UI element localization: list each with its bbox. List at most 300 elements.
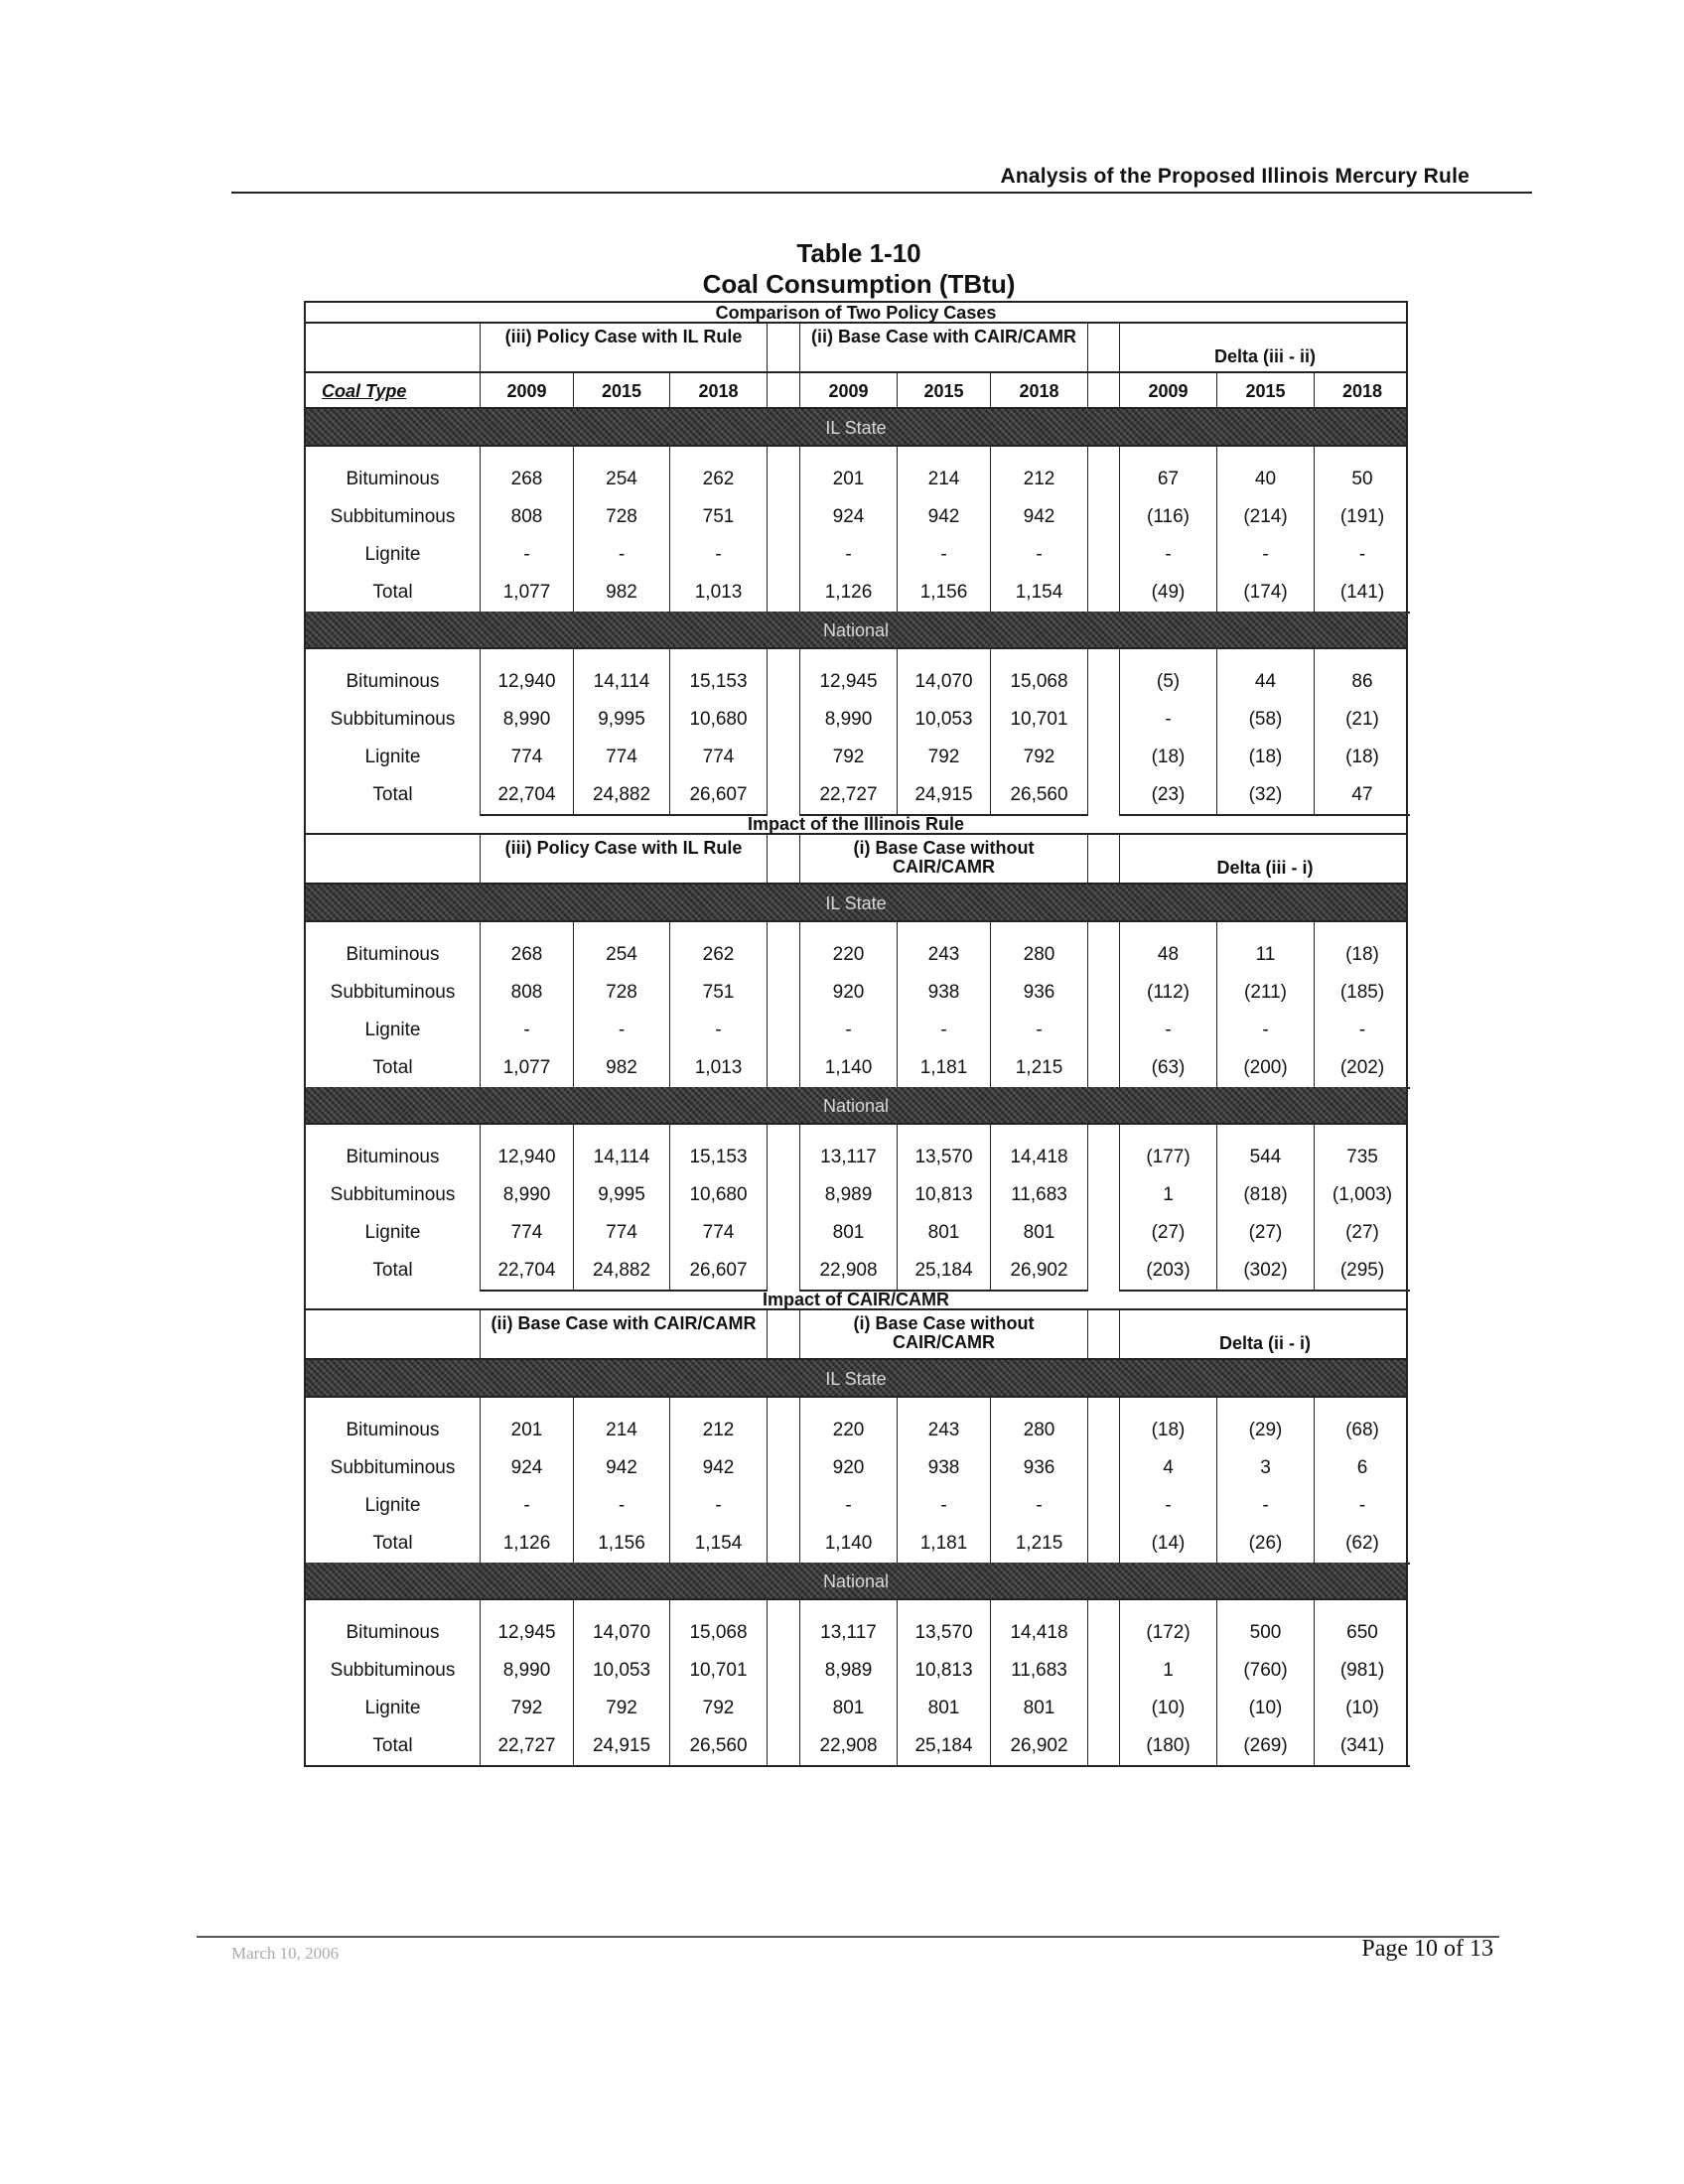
spacer-cell [768, 461, 800, 498]
value-cell: 8,989 [800, 1176, 898, 1214]
value-cell: (302) [1217, 1252, 1315, 1292]
gap-cell [670, 922, 768, 936]
value-cell: 11 [1217, 936, 1315, 974]
value-cell: (23) [1120, 776, 1217, 816]
value-cell: 15,153 [670, 1139, 768, 1176]
page-header-title: Analysis of the Proposed Illinois Mercury Rule [1000, 165, 1470, 188]
gap-row [306, 649, 1406, 663]
value-cell: 22,727 [800, 776, 898, 816]
region-band [306, 409, 1406, 447]
coal-type-cell: Lignite [306, 1214, 481, 1252]
value-cell: (58) [1217, 701, 1315, 739]
gap-cell [574, 1600, 670, 1614]
spacer-cell [1088, 835, 1120, 883]
value-cell: 22,727 [481, 1727, 574, 1767]
value-cell: 774 [574, 739, 670, 776]
coal-type-cell: Bituminous [306, 663, 481, 701]
gap-row [306, 922, 1406, 936]
value-cell: 25,184 [898, 1252, 991, 1292]
region-band [306, 612, 1406, 649]
gap-cell [1315, 922, 1410, 936]
gap-cell [670, 447, 768, 461]
value-cell: 201 [481, 1412, 574, 1449]
value-cell: - [574, 536, 670, 574]
value-cell: 26,902 [991, 1727, 1088, 1767]
gap-cell [306, 447, 481, 461]
year-header: 2009 [1120, 373, 1217, 409]
value-cell: 13,117 [800, 1614, 898, 1652]
delta-header: Delta (iii - i) [1216, 858, 1314, 878]
value-cell: 14,418 [991, 1139, 1088, 1176]
value-cell: 801 [898, 1214, 991, 1252]
value-cell: 15,068 [991, 663, 1088, 701]
value-cell: 22,704 [481, 776, 574, 816]
table-row [306, 663, 1406, 701]
spacer-cell [768, 1727, 800, 1767]
gap-row [306, 1600, 1406, 1614]
value-cell: 11,683 [991, 1176, 1088, 1214]
footer-date: March 10, 2006 [231, 1944, 340, 1963]
gap-cell [481, 649, 574, 663]
region-label: National [822, 1096, 890, 1116]
value-cell: 262 [670, 461, 768, 498]
year-header-row [306, 373, 1406, 409]
value-cell: 10,053 [574, 1652, 670, 1690]
gap-cell [1315, 447, 1410, 461]
value-cell: - [1217, 1012, 1315, 1049]
value-cell: 40 [1217, 461, 1315, 498]
value-cell: 774 [670, 739, 768, 776]
coal-consumption-table [304, 301, 1408, 1767]
value-cell: 48 [1120, 936, 1217, 974]
value-cell: (202) [1315, 1049, 1410, 1089]
value-cell: 86 [1351, 671, 1373, 692]
gap-cell [481, 922, 574, 936]
spacer-cell [768, 1252, 800, 1292]
coal-type-cell: Total [306, 574, 481, 614]
value-cell: 9,995 [574, 1176, 670, 1214]
value-cell: 1,154 [670, 1525, 768, 1565]
gap-cell [481, 1125, 574, 1139]
value-cell: - [991, 1012, 1088, 1049]
value-cell: 942 [574, 1449, 670, 1487]
spacer-cell [1088, 498, 1120, 536]
value-cell: 67 [1120, 461, 1217, 498]
region-label: National [822, 1571, 890, 1591]
value-cell: 1,077 [481, 1049, 574, 1089]
spacer-cell [768, 1049, 800, 1089]
value-cell: 920 [800, 974, 898, 1012]
gap-cell [1217, 1125, 1315, 1139]
gap-cell [306, 1600, 481, 1614]
spacer-cell [1088, 739, 1120, 776]
spacer-cell [1088, 1487, 1120, 1525]
value-cell: (760) [1217, 1652, 1315, 1690]
value-cell: 1,126 [481, 1525, 574, 1565]
value-cell: 1,181 [898, 1049, 991, 1089]
gap-cell [1120, 1125, 1217, 1139]
spacer-cell [1088, 1310, 1120, 1358]
value-cell: 24,882 [574, 1252, 670, 1292]
gap-cell [800, 1398, 898, 1412]
value-cell: - [1120, 701, 1217, 739]
gap-cell [481, 447, 574, 461]
value-cell: 1,181 [898, 1525, 991, 1565]
spacer-cell [1088, 1176, 1120, 1214]
value-cell: (295) [1315, 1252, 1410, 1292]
value-cell: (200) [1217, 1049, 1315, 1089]
value-cell: 14,070 [898, 663, 991, 701]
spacer-cell [768, 1412, 800, 1449]
blank-cell [306, 324, 481, 371]
gap-cell [768, 922, 800, 936]
spacer-cell [768, 1652, 800, 1690]
gap-cell [574, 1125, 670, 1139]
table-row [306, 1449, 1406, 1487]
value-cell: 1,013 [670, 574, 768, 614]
value-cell: (27) [1217, 1214, 1315, 1252]
value-cell: - [1358, 1495, 1366, 1516]
gap-cell [306, 922, 481, 936]
gap-cell [1120, 1600, 1217, 1614]
table-row [306, 1012, 1406, 1049]
value-cell: 10,680 [670, 1176, 768, 1214]
value-cell: (203) [1120, 1252, 1217, 1292]
spacer-cell [1088, 1525, 1120, 1565]
gap-cell [898, 1398, 991, 1412]
value-cell: 14,418 [991, 1614, 1088, 1652]
table-row [306, 574, 1406, 612]
value-cell: 254 [574, 461, 670, 498]
gap-cell [768, 1600, 800, 1614]
value-cell: - [800, 1487, 898, 1525]
value-cell: (981) [1339, 1660, 1385, 1681]
gap-cell [800, 922, 898, 936]
value-cell: 280 [991, 936, 1088, 974]
value-cell: 50 [1351, 469, 1373, 489]
value-cell: 26,607 [670, 1252, 768, 1292]
value-cell: (63) [1120, 1049, 1217, 1089]
gap-cell [768, 1398, 800, 1412]
case-a-header: (iii) Policy Case with IL Rule [481, 324, 768, 371]
value-cell: 808 [481, 498, 574, 536]
gap-cell [1315, 649, 1410, 663]
gap-cell [1217, 1398, 1315, 1412]
year-header: 2015 [574, 373, 670, 409]
value-cell: 808 [481, 974, 574, 1012]
gap-row [306, 1125, 1406, 1139]
gap-cell [1088, 447, 1120, 461]
gap-cell [1120, 922, 1217, 936]
value-cell: 500 [1217, 1614, 1315, 1652]
region-label: National [822, 620, 890, 640]
gap-cell [670, 1398, 768, 1412]
gap-cell [1217, 649, 1315, 663]
value-cell: 1,013 [670, 1049, 768, 1089]
value-cell: 801 [800, 1214, 898, 1252]
value-cell: 26,560 [670, 1727, 768, 1767]
value-cell: 10,053 [898, 701, 991, 739]
gap-cell [1315, 1125, 1410, 1139]
spacer-cell [1088, 574, 1120, 614]
table-row [306, 498, 1406, 536]
table-row [306, 1252, 1406, 1290]
value-cell: (68) [1345, 1420, 1379, 1440]
gap-cell [574, 1398, 670, 1412]
value-cell: (10) [1217, 1690, 1315, 1727]
spacer-cell [1088, 1139, 1120, 1176]
spacer-cell [768, 663, 800, 701]
spacer-cell [768, 1614, 800, 1652]
value-cell: 792 [991, 739, 1088, 776]
table-row [306, 974, 1406, 1012]
value-cell: (180) [1120, 1727, 1217, 1767]
table-row [306, 1690, 1406, 1727]
coal-type-cell: Subbituminous [306, 1176, 481, 1214]
year-header: 2009 [800, 373, 898, 409]
value-cell: (177) [1120, 1139, 1217, 1176]
value-cell: 25,184 [898, 1727, 991, 1767]
value-cell: 1,077 [481, 574, 574, 614]
spacer-cell [768, 936, 800, 974]
value-cell: 22,908 [800, 1252, 898, 1292]
spacer-cell [1088, 1012, 1120, 1049]
value-cell: 924 [481, 1449, 574, 1487]
spacer-cell [768, 776, 800, 816]
gap-cell [898, 649, 991, 663]
value-cell: (26) [1217, 1525, 1315, 1565]
gap-cell [306, 1398, 481, 1412]
gap-cell [574, 649, 670, 663]
value-cell: (18) [1217, 739, 1315, 776]
value-cell: 12,940 [481, 663, 574, 701]
table-row [306, 1614, 1406, 1652]
value-cell: 774 [481, 1214, 574, 1252]
region-band [306, 885, 1406, 922]
value-cell: 801 [991, 1690, 1088, 1727]
gap-cell [898, 447, 991, 461]
value-cell: (18) [1345, 944, 1379, 965]
spacer-cell [768, 1487, 800, 1525]
table-row [306, 1176, 1406, 1214]
value-cell: - [1358, 1020, 1366, 1040]
value-cell: (32) [1217, 776, 1315, 816]
value-cell: 751 [670, 974, 768, 1012]
value-cell: 12,940 [481, 1139, 574, 1176]
value-cell: 1 [1120, 1176, 1217, 1214]
value-cell: - [898, 536, 991, 574]
gap-cell [800, 1125, 898, 1139]
table-row [306, 1525, 1406, 1563]
value-cell: 47 [1315, 776, 1410, 816]
coal-type-cell: Bituminous [306, 1412, 481, 1449]
value-cell: 12,945 [800, 663, 898, 701]
value-cell: 262 [670, 936, 768, 974]
value-cell: 801 [898, 1690, 991, 1727]
value-cell: (10) [1345, 1698, 1379, 1718]
coal-type-header: Coal Type [306, 373, 481, 409]
spacer-cell [1088, 701, 1120, 739]
value-cell: 8,990 [481, 1652, 574, 1690]
spacer-cell [1088, 1727, 1120, 1767]
value-cell: 254 [574, 936, 670, 974]
value-cell: - [1358, 544, 1366, 565]
value-cell: - [991, 536, 1088, 574]
gap-cell [1315, 1398, 1410, 1412]
gap-cell [768, 1125, 800, 1139]
delta-header: Delta (ii - i) [1218, 1333, 1311, 1353]
case-header-row [306, 1310, 1406, 1360]
gap-cell [800, 649, 898, 663]
value-cell: 6 [1356, 1457, 1368, 1478]
value-cell: 268 [481, 936, 574, 974]
gap-cell [574, 922, 670, 936]
spacer-cell [768, 974, 800, 1012]
value-cell: 3 [1217, 1449, 1315, 1487]
value-cell: 801 [800, 1690, 898, 1727]
value-cell: (174) [1217, 574, 1315, 614]
value-cell: - [800, 1012, 898, 1049]
value-cell: 24,915 [898, 776, 991, 816]
value-cell: 10,813 [898, 1176, 991, 1214]
coal-type-cell: Lignite [306, 739, 481, 776]
value-cell: 26,902 [991, 1252, 1088, 1292]
value-cell: - [481, 536, 574, 574]
value-cell: 792 [800, 739, 898, 776]
gap-cell [1217, 922, 1315, 936]
region-band [306, 1087, 1406, 1125]
value-cell: - [574, 1487, 670, 1525]
gap-cell [670, 649, 768, 663]
value-cell: (18) [1345, 747, 1379, 767]
value-cell: (1,003) [1332, 1184, 1393, 1205]
spacer-cell [768, 1012, 800, 1049]
gap-cell [306, 649, 481, 663]
case-header-row [306, 324, 1406, 373]
value-cell: 1,156 [898, 574, 991, 614]
spacer-cell [1088, 936, 1120, 974]
value-cell: 10,701 [670, 1652, 768, 1690]
coal-type-cell: Subbituminous [306, 701, 481, 739]
value-cell: 212 [991, 461, 1088, 498]
value-cell: 650 [1346, 1622, 1378, 1643]
value-cell: - [800, 536, 898, 574]
value-cell: (269) [1217, 1727, 1315, 1767]
value-cell: 938 [898, 1449, 991, 1487]
spacer-cell [768, 1525, 800, 1565]
coal-type-cell: Lignite [306, 536, 481, 574]
table-row [306, 739, 1406, 776]
spacer-cell [1088, 1049, 1120, 1089]
spacer-cell [768, 1690, 800, 1727]
spacer-cell [768, 1310, 800, 1358]
spacer-cell [1088, 1690, 1120, 1727]
value-cell: 26,560 [991, 776, 1088, 816]
gap-cell [991, 447, 1088, 461]
page-number: Page 10 of 13 [1361, 1936, 1493, 1962]
year-header: 2018 [1341, 381, 1383, 401]
value-cell: (27) [1120, 1214, 1217, 1252]
blank-cell [306, 835, 481, 883]
case-a-header: (ii) Base Case with CAIR/CAMR [481, 1310, 768, 1358]
value-cell: 15,153 [670, 663, 768, 701]
case-a-header: (iii) Policy Case with IL Rule [481, 835, 768, 883]
value-cell: - [1120, 1012, 1217, 1049]
value-cell: (116) [1120, 498, 1217, 536]
table-number: Table 1-10 [796, 238, 921, 268]
spacer-cell [768, 1449, 800, 1487]
table-row [306, 776, 1406, 814]
region-band [306, 1563, 1406, 1600]
gap-cell [1088, 1125, 1120, 1139]
value-cell: 220 [800, 1412, 898, 1449]
value-cell: - [481, 1012, 574, 1049]
value-cell: 24,882 [574, 776, 670, 816]
spacer-cell [768, 835, 800, 883]
value-cell: 936 [991, 974, 1088, 1012]
spacer-cell [1088, 1449, 1120, 1487]
table-row [306, 536, 1406, 574]
value-cell: 4 [1120, 1449, 1217, 1487]
section-title: Impact of CAIR/CAMR [306, 1290, 1406, 1310]
value-cell: 214 [574, 1412, 670, 1449]
table-row [306, 1214, 1406, 1252]
spacer-cell [1088, 1214, 1120, 1252]
value-cell: 8,990 [481, 1176, 574, 1214]
spacer-cell [768, 574, 800, 614]
coal-type-cell: Bituminous [306, 1614, 481, 1652]
gap-cell [898, 1600, 991, 1614]
region-band [306, 1360, 1406, 1398]
value-cell: - [1120, 536, 1217, 574]
value-cell: (5) [1120, 663, 1217, 701]
coal-type-cell: Lignite [306, 1690, 481, 1727]
spacer-cell [1088, 974, 1120, 1012]
value-cell: 15,068 [670, 1614, 768, 1652]
coal-type-cell: Subbituminous [306, 1449, 481, 1487]
gap-cell [768, 447, 800, 461]
value-cell: 8,990 [481, 701, 574, 739]
value-cell: 1 [1120, 1652, 1217, 1690]
gap-cell [898, 1125, 991, 1139]
section-title: Comparison of Two Policy Cases [306, 303, 1406, 324]
value-cell: 268 [481, 461, 574, 498]
value-cell: - [1217, 1487, 1315, 1525]
spacer-cell [1088, 663, 1120, 701]
value-cell: 1,140 [800, 1525, 898, 1565]
value-cell: 243 [898, 936, 991, 974]
value-cell: 26,607 [670, 776, 768, 816]
year-header: 2009 [481, 373, 574, 409]
value-cell: (341) [1315, 1727, 1410, 1767]
value-cell: 243 [898, 1412, 991, 1449]
value-cell: - [1217, 536, 1315, 574]
value-cell: - [670, 1487, 768, 1525]
value-cell: 24,915 [574, 1727, 670, 1767]
value-cell: 982 [574, 574, 670, 614]
coal-type-cell: Bituminous [306, 1139, 481, 1176]
region-label: IL State [825, 1369, 887, 1389]
value-cell: 13,117 [800, 1139, 898, 1176]
value-cell: (18) [1120, 739, 1217, 776]
value-cell: 1,215 [991, 1049, 1088, 1089]
value-cell: - [670, 536, 768, 574]
case-b-header: (ii) Base Case with CAIR/CAMR [800, 324, 1088, 371]
value-cell: - [1120, 1487, 1217, 1525]
value-cell: - [991, 1487, 1088, 1525]
gap-cell [991, 1398, 1088, 1412]
value-cell: 13,570 [898, 1139, 991, 1176]
